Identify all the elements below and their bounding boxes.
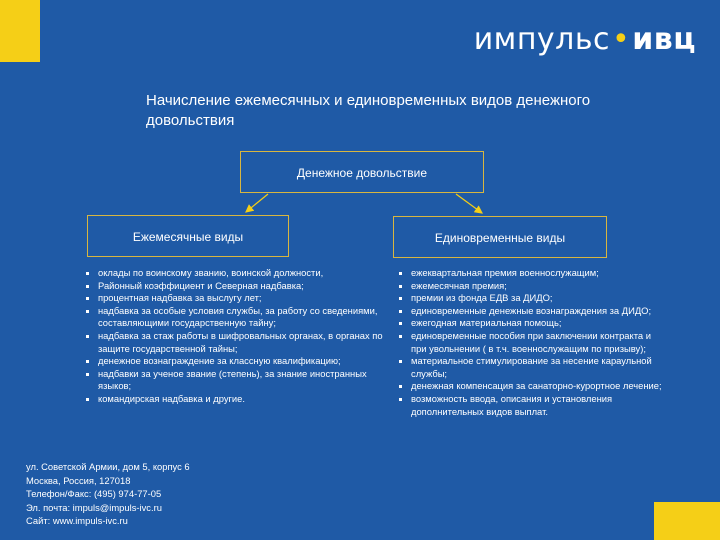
page-title: Начисление ежемесячных и единовременных видов денежного довольствия: [146, 92, 591, 129]
logo-part-1: импульс: [473, 22, 611, 57]
one-time-box: Единовременные виды: [393, 216, 607, 258]
list-item: единовременные денежные вознаграждения за ДИДО;: [397, 305, 669, 318]
phone: Телефон/Факс: (495) 974-77-05: [26, 488, 162, 500]
list-item: премии из фонда ЕДВ за ДИДО;: [397, 292, 669, 305]
list-item: возможность ввода, описания и установления дополнительных видов выплат.: [397, 393, 669, 418]
list-item: надбавки за ученое звание (степень), за знание иностранных языков;: [84, 368, 384, 393]
list-item: надбавка за особые условия службы, за работу со сведениями, составляющими государственную тайну;: [84, 305, 384, 330]
logo-dot-icon: •: [612, 22, 631, 57]
arrow-to-left: [246, 194, 268, 212]
list-item: процентная надбавка за выслугу лет;: [84, 292, 384, 305]
list-item: денежная компенсация за санаторно-курортное лечение;: [397, 380, 669, 393]
list-item: оклады по воинскому званию, воинской должности,: [84, 267, 384, 280]
list-item: единовременные пособия при заключении контракта и при увольнении ( в т.ч. военнослужащим по призыву);: [397, 330, 669, 355]
email: Эл. почта: impuls@impuls-ivc.ru: [26, 501, 162, 513]
monthly-box: Ежемесячные виды: [87, 215, 289, 257]
website: Сайт: www.impuls-ivc.ru: [26, 515, 128, 527]
one-time-list: [397, 267, 669, 418]
list-item: ежегодная материальная помощь;: [397, 317, 669, 330]
list-item: ежемесячная премия;: [397, 280, 669, 293]
address-line-2: Москва, Россия, 127018: [26, 474, 131, 486]
list-item: материальное стимулирование за несение караульной службы;: [397, 355, 669, 380]
logo-part-2: ивц: [632, 22, 696, 57]
monthly-list: [84, 267, 384, 406]
address-line-1: ул. Советской Армии, дом 5, корпус 6: [26, 461, 190, 472]
list-item: денежное вознаграждение за классную квалификацию;: [84, 355, 384, 368]
list-item: надбавка за стаж работы в шифровальных органах, в органах по защите государственной тайны;: [84, 330, 384, 355]
list-item: командирская надбавка и другие.: [84, 393, 384, 406]
root-box: Денежное довольствие: [240, 151, 484, 193]
list-item: ежеквартальная премия военнослужащим;: [397, 267, 669, 280]
contact-block: [26, 460, 190, 528]
list-item: Районный коэффициент и Северная надбавка;: [84, 280, 384, 293]
arrow-to-right: [456, 194, 482, 213]
